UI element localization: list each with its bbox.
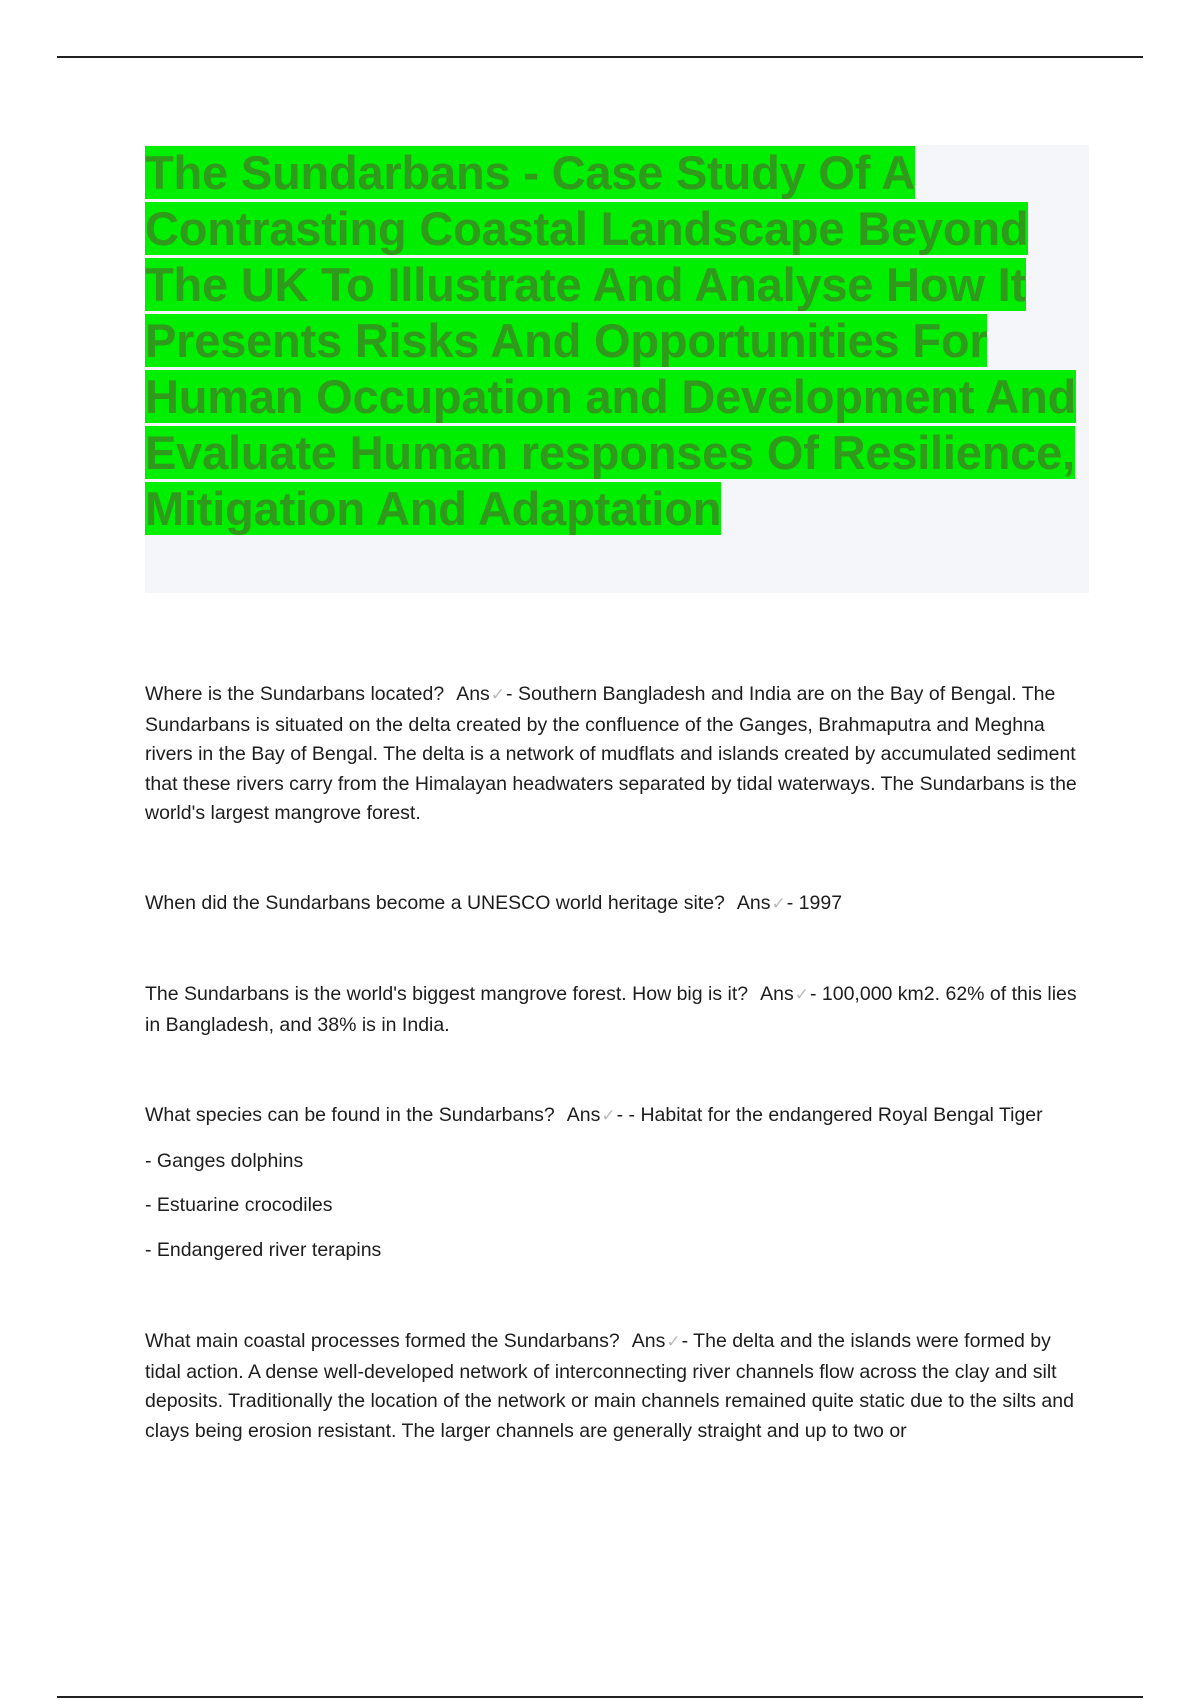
top-rule xyxy=(57,56,1143,58)
answer-text: - The delta and the islands were formed by tidal action. A dense well-developed network of interconnecting river channels flow across the clay and silt deposits. Traditionally the location of the network or main channels remained quite static due to the silts and clays being erosion resistant. The larger channels are generally straight and up to two or xyxy=(145,1330,1074,1442)
question-text: When did the Sundarbans become a UNESCO world heritage site? xyxy=(145,891,725,914)
question-text: The Sundarbans is the world's biggest mangrove forest. How big is it? xyxy=(145,983,749,1005)
answer-text: - Southern Bangladesh and India are on the Bay of Bengal. The Sundarbans is situated on the delta created by the confluence of the Ganges, Brahmaputra and Meghna rivers in the Bay of Bengal. The delta is a network of mudflats and islands created by accumulated sediment that these rivers carry from the Himalayan headwaters separated by tidal waterways. The Sundarbans is the world's largest mangrove forest. xyxy=(145,683,1077,824)
species-list-item: - Ganges dolphins xyxy=(145,1149,304,1172)
check-mark-icon: ✓ xyxy=(666,1332,681,1352)
qa-item-size xyxy=(145,980,1090,1040)
qa-item-species xyxy=(145,1101,1090,1132)
answer-text: - - Habitat for the endangered Royal Bengal Tiger xyxy=(616,1104,1043,1126)
question-text: What species can be found in the Sundarbans? xyxy=(145,1104,555,1126)
qa-item-unesco xyxy=(145,889,1090,920)
title-block xyxy=(145,145,1089,593)
qa-item-location xyxy=(145,680,1090,829)
check-mark-icon: ✓ xyxy=(490,685,506,705)
answer-prefix: Ans xyxy=(631,1330,666,1352)
bottom-rule xyxy=(57,1696,1143,1698)
question-text: Where is the Sundarbans located? xyxy=(145,683,445,705)
question-text: What main coastal processes formed the Sundarbans? xyxy=(145,1330,620,1352)
check-mark-icon: ✓ xyxy=(601,1106,616,1126)
species-list-item: - Endangered river terapins xyxy=(145,1238,382,1261)
check-mark-icon: ✓ xyxy=(771,893,786,914)
check-mark-icon: ✓ xyxy=(794,985,809,1005)
answer-text: - 100,000 km2. 62% of this lies in Bangladesh, and 38% is in India. xyxy=(145,983,1077,1036)
species-list-item: - Estuarine crocodiles xyxy=(145,1194,333,1216)
qa-item-processes xyxy=(145,1327,1090,1446)
title-highlight: The Sundarbans - Case Study Of A Contrasting Coastal Landscape Beyond The UK To Illustrate And Analyse How It Presents Risks And Opportunities For Human Occupation and Development And Evaluate Human responses Of Resilience, Mitigation And Adaptation xyxy=(145,146,1077,535)
answer-prefix: Ans xyxy=(566,1104,601,1126)
document-title xyxy=(145,145,1089,537)
answer-prefix: Ans xyxy=(736,891,771,914)
answer-prefix: Ans xyxy=(760,983,794,1005)
qa-content xyxy=(145,680,1090,1446)
answer-prefix: Ans xyxy=(456,683,490,705)
answer-text: - 1997 xyxy=(786,891,843,914)
